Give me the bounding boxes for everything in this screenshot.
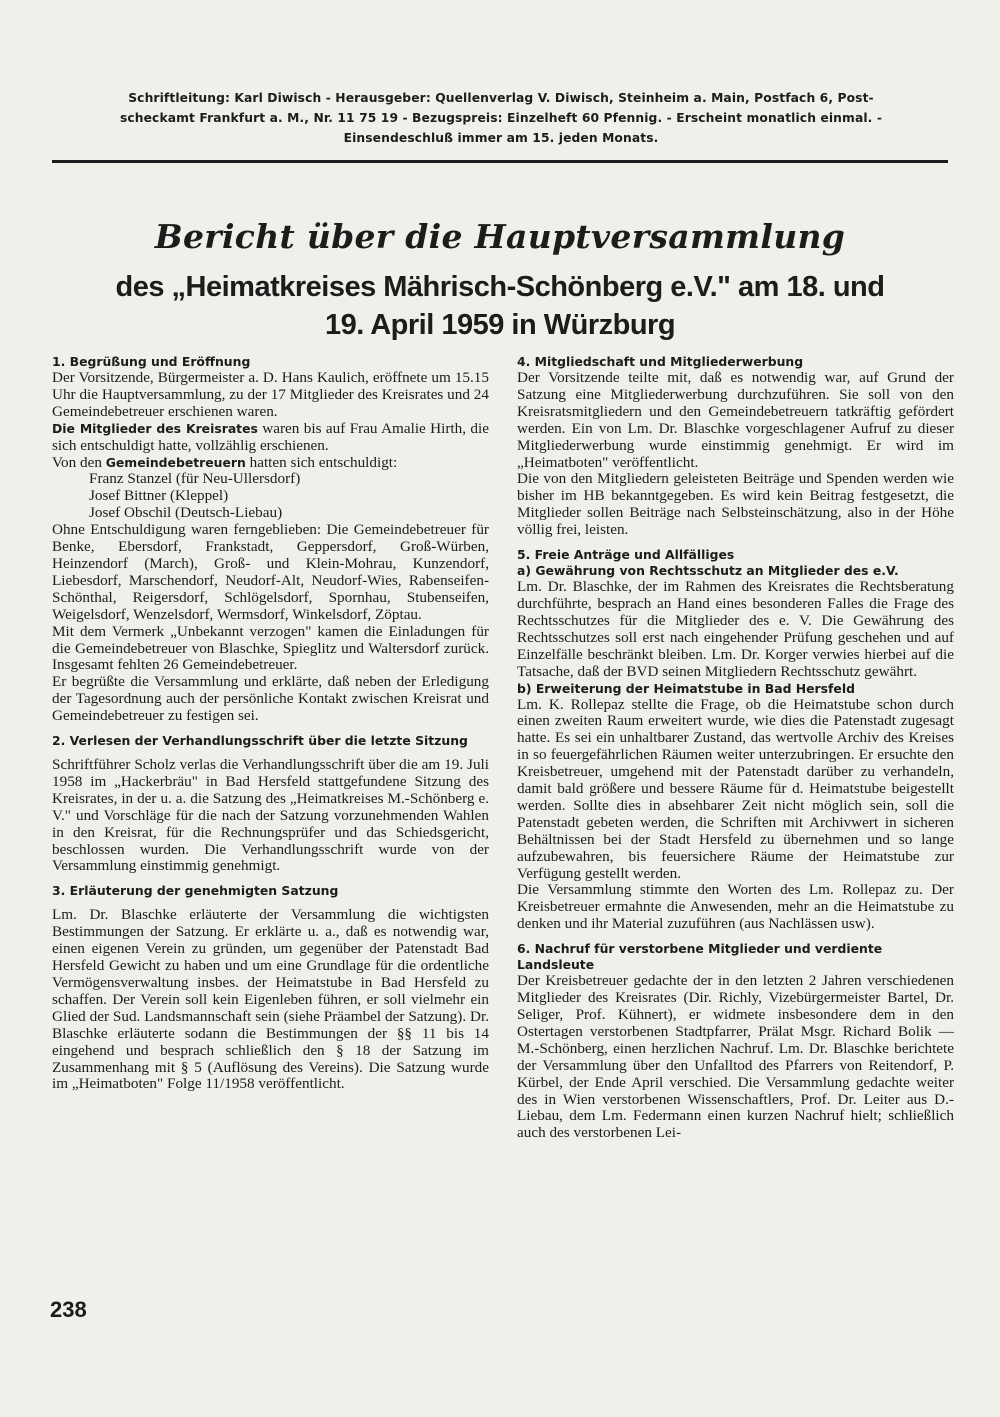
paragraph: Die Versammlung stimmte den Worten des Lm. Rollepaz zu. Der Kreisbetreuer ermahnte die Anwesenden, mehr an die Heimatstube zu denken und ihr Material zuzuführen (aus Nachlässen usw). (517, 881, 954, 933)
excused-list (52, 471, 489, 522)
masthead (58, 88, 944, 148)
section-heading: 5. Freie Anträge und Allfälliges (517, 547, 735, 563)
masthead-line: Einsendeschluß immer am 15. jeden Monats. (343, 131, 659, 145)
subtitle-line: des „Heimatkreises Mährisch-Schönberg e.V." am 18. und (115, 271, 885, 303)
article-title: Bericht über die Hauptversammlung (154, 217, 846, 256)
masthead-rule (52, 160, 948, 163)
section-heading: 6. Nachruf für verstorbene Mitglieder und verdiente Landsleute (517, 941, 883, 973)
text-run: Von den (52, 453, 106, 471)
paragraph: Der Vorsitzende, Bürgermeister a. D. Hans Kaulich, eröffnete um 15.15 Uhr die Hauptversammlung, zu der 17 Mitglieder des Kreisrates und 24 Gemeindebetreuer erschienen waren. (52, 369, 489, 420)
paragraph: Mit dem Vermerk „Unbekannt verzogen" kamen die Einladungen für die Gemeindebetreuer von Blaschke, Spieglitz und Waltersdorf zurück. Insgesamt fehlten 26 Gemeindebetreuer. (52, 622, 489, 674)
paragraph: Lm. Dr. Blaschke, der im Rahmen des Kreisrates die Rechtsberatung durchführte, besprach an Hand eines besonderen Falles die Frage des Rechtsschutzes für die Mitglieder des e. V. Die Gewährung des Rechtsschutzes soll erst nach eingehender Prüfung geschehen und auf Einzelfälle beschränkt bleiben. Lm. Dr. Korger verwies hierbei auf die Tatsache, daß der BVD seinen Mitgliedern Rechtsschutz gewährt. (517, 578, 954, 680)
section-heading: 3. Erläuterung der genehmigten Satzung (52, 883, 339, 899)
paragraph (52, 421, 489, 455)
masthead-line: scheckamt Frankfurt a. M., Nr. 11 75 19 - Bezugspreis: Einzelheft 60 Pfennig. - Erscheint monatlich einmal. - (119, 111, 883, 125)
list-item: Josef Obschil (Deutsch-Liebau) (89, 504, 283, 522)
paragraph: Er begrüßte die Versammlung und erklärte, daß neben der Erledigung der Tagesordnung auch der persönliche Kontakt zwischen Kreisrat und Gemeindebetreuer zu festigen sei. (52, 673, 489, 725)
right-column (517, 354, 954, 1142)
subsection-heading: a) Gewährung von Rechtsschutz an Mitglieder des e.V. (517, 563, 899, 579)
list-item: Josef Bittner (Kleppel) (89, 487, 229, 505)
bold-phrase: Gemeindebetreuern (105, 454, 246, 470)
text-run: waren bis auf Frau Amalie Hirth, die sich entschuldigt hatte, vollzählig erschienen. (52, 419, 489, 454)
paragraph: Der Kreisbetreuer gedachte der in den letzten 2 Jahren verschiedenen Mitglieder des Kreisrates (Dir. Richly, Vizebürgermeister Bartel, Dr. Seliger, Prof. Kühnert), er widmete insbesondere dem in den Ostertagen verstorbenen Stadtpfarrer, Prälat Msgr. Richard Bolik — M.-Schönberg, einen herzlichen Nachruf. Lm. Dr. Blaschke berichtete der Versammlung über den Unfalltod des Pfarrers von Reitendorf, P. Kürbel, der Ende April verschied. Die Versammlung gedachte weiter des in Wien verstorbenen Wissenschaftlers, Prof. Dr. Leiter aus D.-Liebau, dem Lm. Federmann einen kurzen Nachruf hielt; schließlich auch des verstorbenen Lei- (517, 972, 954, 1142)
page-number: 238 (50, 1297, 87, 1322)
section-heading: 2. Verlesen der Verhandlungsschrift über die letzte Sitzung (52, 733, 468, 749)
paragraph: Der Vorsitzende teilte mit, daß es notwendig war, auf Grund der Satzung eine Mitgliederwerbung durchzuführen. Sie soll von den Kreisratsmitgliedern und den Gemeindebetreuern tatkräftig gefördert werden. Ein von Lm. Dr. Blaschke vorgeschlagener Aufruf zu dieser Mitgliederwerbung wurde einstimmig genehmigt. Er wird im „Heimatboten" veröffentlicht. (517, 369, 954, 471)
paragraph: Lm. Dr. Blaschke erläuterte der Versammlung die wichtigsten Bestimmungen der Satzung. Er erklärte u. a., daß es notwendig war, einen eigenen Verein zu gründen, um gegenüber der Patenstadt Bad Hersfeld Gewicht zu haben und um eine Grundlage für die ordentliche Vermögensverwaltung insbes. der Heimatstube in Bad Hersfeld zu schaffen. Der Verein soll kein Eigenleben führen, er soll vielmehr ein Glied der Sud. Landsmannschaft sein (siehe Präambel der Satzung). Dr. Blaschke erläuterte sodann die Bestimmungen der §§ 11 bis 14 eingehend und besprach schließlich den § 18 der Satzung im Zusammenhang mit § 5 (Auflösung des Vereins). Die Satzung wurde im „Heimatboten" Folge 11/1958 veröffentlicht. (52, 906, 489, 1093)
bold-phrase: Die Mitglieder des Kreisrates (52, 420, 258, 436)
article-subtitle (60, 268, 940, 344)
paragraph: Ohne Entschuldigung waren ferngeblieben: Die Gemeindebetreuer für Benke, Ebersdorf, Frankstadt, Geppersdorf, Groß-Würben, Heinzendorf (March), Groß- und Klein-Mohrau, Kunzendorf, Liebesdorf, Marschendorf, Neudorf-Alt, Neudorf-Wies, Rabenseifen-Schönthal, Reigersdorf, Schlögelsdorf, Spornhau, Stubenseifen, Weigelsdorf, Wenzelsdorf, Wermsdorf, Winkelsdorf, Zöptau. (52, 521, 489, 623)
left-column (52, 354, 489, 1093)
paragraph (52, 455, 489, 472)
subsection-heading: b) Erweiterung der Heimatstube in Bad Hersfeld (517, 680, 855, 696)
subtitle-line: 19. April 1959 in Würzburg (324, 309, 676, 341)
section-heading: 1. Begrüßung und Eröffnung (52, 354, 251, 369)
paragraph: Die von den Mitgliedern geleisteten Beiträge und Spenden werden wie bisher im HB bekanntgegeben. Es wird kein Beitrag festgesetzt, die Mitglieder sollen Beiträge nach Selbsteinschätzung, also in der Höhe völlig frei, leisten. (517, 470, 954, 539)
section-heading: 4. Mitgliedschaft und Mitgliederwerbung (517, 354, 804, 369)
list-item: Franz Stanzel (für Neu-Ullersdorf) (89, 470, 301, 488)
text-run: hatten sich entschuldigt: (245, 453, 398, 471)
paragraph: Schriftführer Scholz verlas die Verhandlungsschrift über die am 19. Juli 1958 im „Hackerbräu" in Bad Hersfeld stattgefundene Sitzung des Kreisrates, in der u. a. die Satzung des „Heimatkreises M.-Schönberg e. V." und Vorschläge für die nach der Satzung vorzunehmenden Wahlen in den Kreisrat, für die Rechnungsprüfer und das Schiedsgericht, beschlossen wurden. Die Verhandlungsschrift wurde von der Versammlung einstimmig genehmigt. (52, 756, 489, 875)
masthead-line: Schriftleitung: Karl Diwisch - Herausgeber: Quellenverlag V. Diwisch, Steinheim a. Main, Postfach 6, Post- (128, 91, 874, 105)
paragraph: Lm. K. Rollepaz stellte die Frage, ob die Heimatstube schon durch einen zweiten Raum erweitert wurde, wie dies die Patenstadt zugesagt hatte. Es sei ein unhaltbarer Zustand, das wertvolle Archiv des Kreises in so feuergefährlichen Räumen weiter unterzubringen. Er ersuchte den Kreisbetreuer, umgehend mit der Patenstadt darüber zu verhandeln, damit bald größere und bessere Räume für d. Heimatstube beigestellt werden. Sollte dies in absehbarer Zeit nicht möglich sein, soll die Patenstadt gebeten werden, die Schriften mit Archivwert in sicheren Behältnissen bei der Stadt Hersfeld zu übernehmen und so lange aufzubewahren, bis feuersichere Räume der Heimatstube zur Verfügung gestellt werden. (517, 695, 954, 882)
